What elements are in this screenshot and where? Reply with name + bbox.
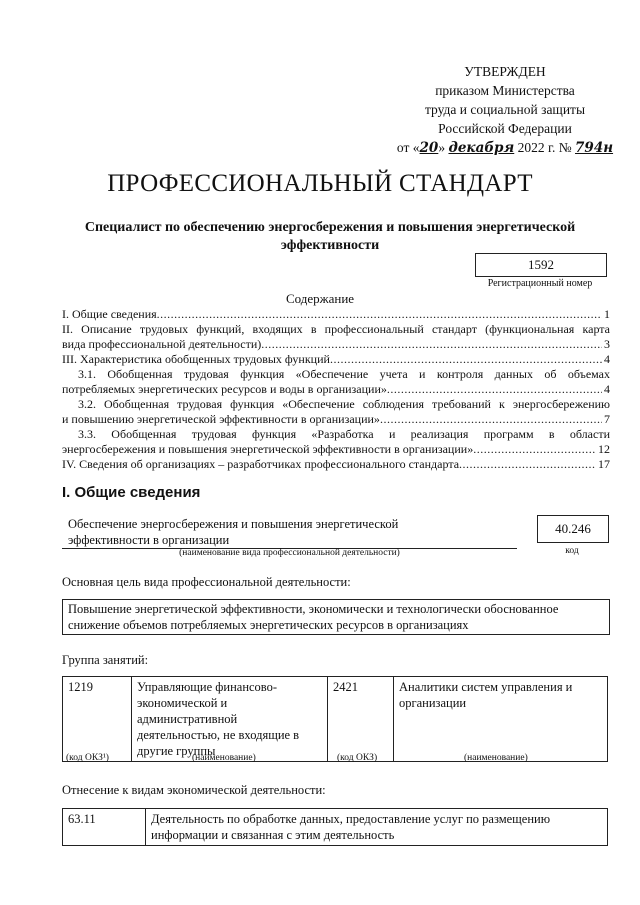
approval-date-line: от «20» декабря 2022 г. № 794н [396, 140, 614, 156]
table-of-contents [62, 307, 610, 472]
approval-line-country: Российской Федерации [438, 121, 572, 136]
economic-activity-table [62, 808, 608, 846]
occupation-group-table [62, 676, 608, 762]
activity-name: Обеспечение энергосбережения и повышения энергетической эффективности в организации [68, 517, 399, 547]
okz-code-label: (код ОКЗ) [337, 753, 378, 763]
registration-number-box: 1592 [475, 253, 607, 277]
toc-item[interactable]: III. Характеристика обобщенных трудовых функций ..... 4 [62, 352, 610, 367]
handwritten-order-number: 794н [575, 140, 614, 156]
toc-item[interactable]: вида профессиональной деятельности) ..... 3 [62, 337, 610, 352]
toc-item-line[interactable]: 3.1. Обобщенная трудовая функция «Обеспечение учета и контроля данных об объемах [78, 367, 610, 381]
goal-heading: Основная цель вида профессиональной деятельности: [62, 575, 351, 589]
approval-title: УТВЕРЖДЕН [464, 64, 546, 79]
group-heading: Группа занятий: [62, 653, 149, 667]
okz-name-cell: Аналитики систем управления и организации [394, 677, 608, 762]
table-row [63, 677, 608, 762]
activity-label: (наименование вида профессиональной деятельности) [179, 548, 400, 558]
toc-heading: Содержание [285, 291, 355, 306]
toc-item[interactable]: I. Общие сведения ..... 1 [62, 307, 610, 322]
okved-name-cell: Деятельность по обработке данных, предоставление услуг по размещению информации и связанная с этим деятельность [146, 809, 608, 846]
goal-text: Повышение энергетической эффективности, экономически и технологически обоснованное снижение объемов потребляемых энергетических ресурсов в организациях [68, 602, 559, 632]
toc-item[interactable]: потребляемых энергетических ресурсов и воды в организации» ..... 4 [62, 382, 610, 397]
okz-name-label: (наименование) [192, 753, 256, 763]
approval-block [380, 62, 630, 158]
document-subtitle: Специалист по обеспечению энергосбережения и повышения энергетической эффективности [84, 220, 576, 253]
handwritten-day: 20 [419, 140, 439, 156]
activity-code-box: 40.246 [537, 515, 609, 543]
registration-number-label: Регистрационный номер [487, 278, 593, 289]
okz-name-cell: Управляющие финансово-экономической и административной деятельностью, не входящие в другие группы [132, 677, 328, 762]
okz-code-cell: 2421 [328, 677, 394, 762]
table-row [63, 809, 608, 846]
toc-item-line[interactable]: 3.3. Обобщенная трудовая функция «Разработка и реализация программ в области [78, 427, 610, 441]
okved-code-cell: 63.11 [63, 809, 146, 846]
section-heading: I. Общие сведения [62, 484, 201, 501]
toc-item-line[interactable]: II. Описание трудовых функций, входящих в профессиональный стандарт (функциональная карта [62, 322, 610, 336]
toc-item[interactable]: и повышению энергетической эффективности в организации» ..... 7 [62, 412, 610, 427]
toc-item-line[interactable]: 3.2. Обобщенная трудовая функция «Обеспечение соблюдения требований к энергосбережению [78, 397, 610, 411]
toc-item[interactable]: энергосбережения и повышения энергетической эффективности в организации» ..... 12 [62, 442, 610, 457]
toc-item[interactable]: IV. Сведения об организациях – разработчиках профессионального стандарта ..... 17 [62, 457, 610, 472]
okz-code-cell: 1219 [63, 677, 132, 762]
approval-line-ministry: приказом Министерства [435, 83, 575, 98]
document-title: ПРОФЕССИОНАЛЬНЫЙ СТАНДАРТ [107, 170, 533, 197]
activity-code-label: код [565, 546, 579, 556]
handwritten-month: декабря [448, 140, 515, 156]
okz-name-label: (наименование) [464, 753, 528, 763]
approval-line-dept: труда и социальной защиты [424, 102, 586, 117]
okz-code-label: (код ОКЗ¹) [66, 753, 109, 763]
economic-activity-heading: Отнесение к видам экономической деятельности: [62, 783, 326, 797]
